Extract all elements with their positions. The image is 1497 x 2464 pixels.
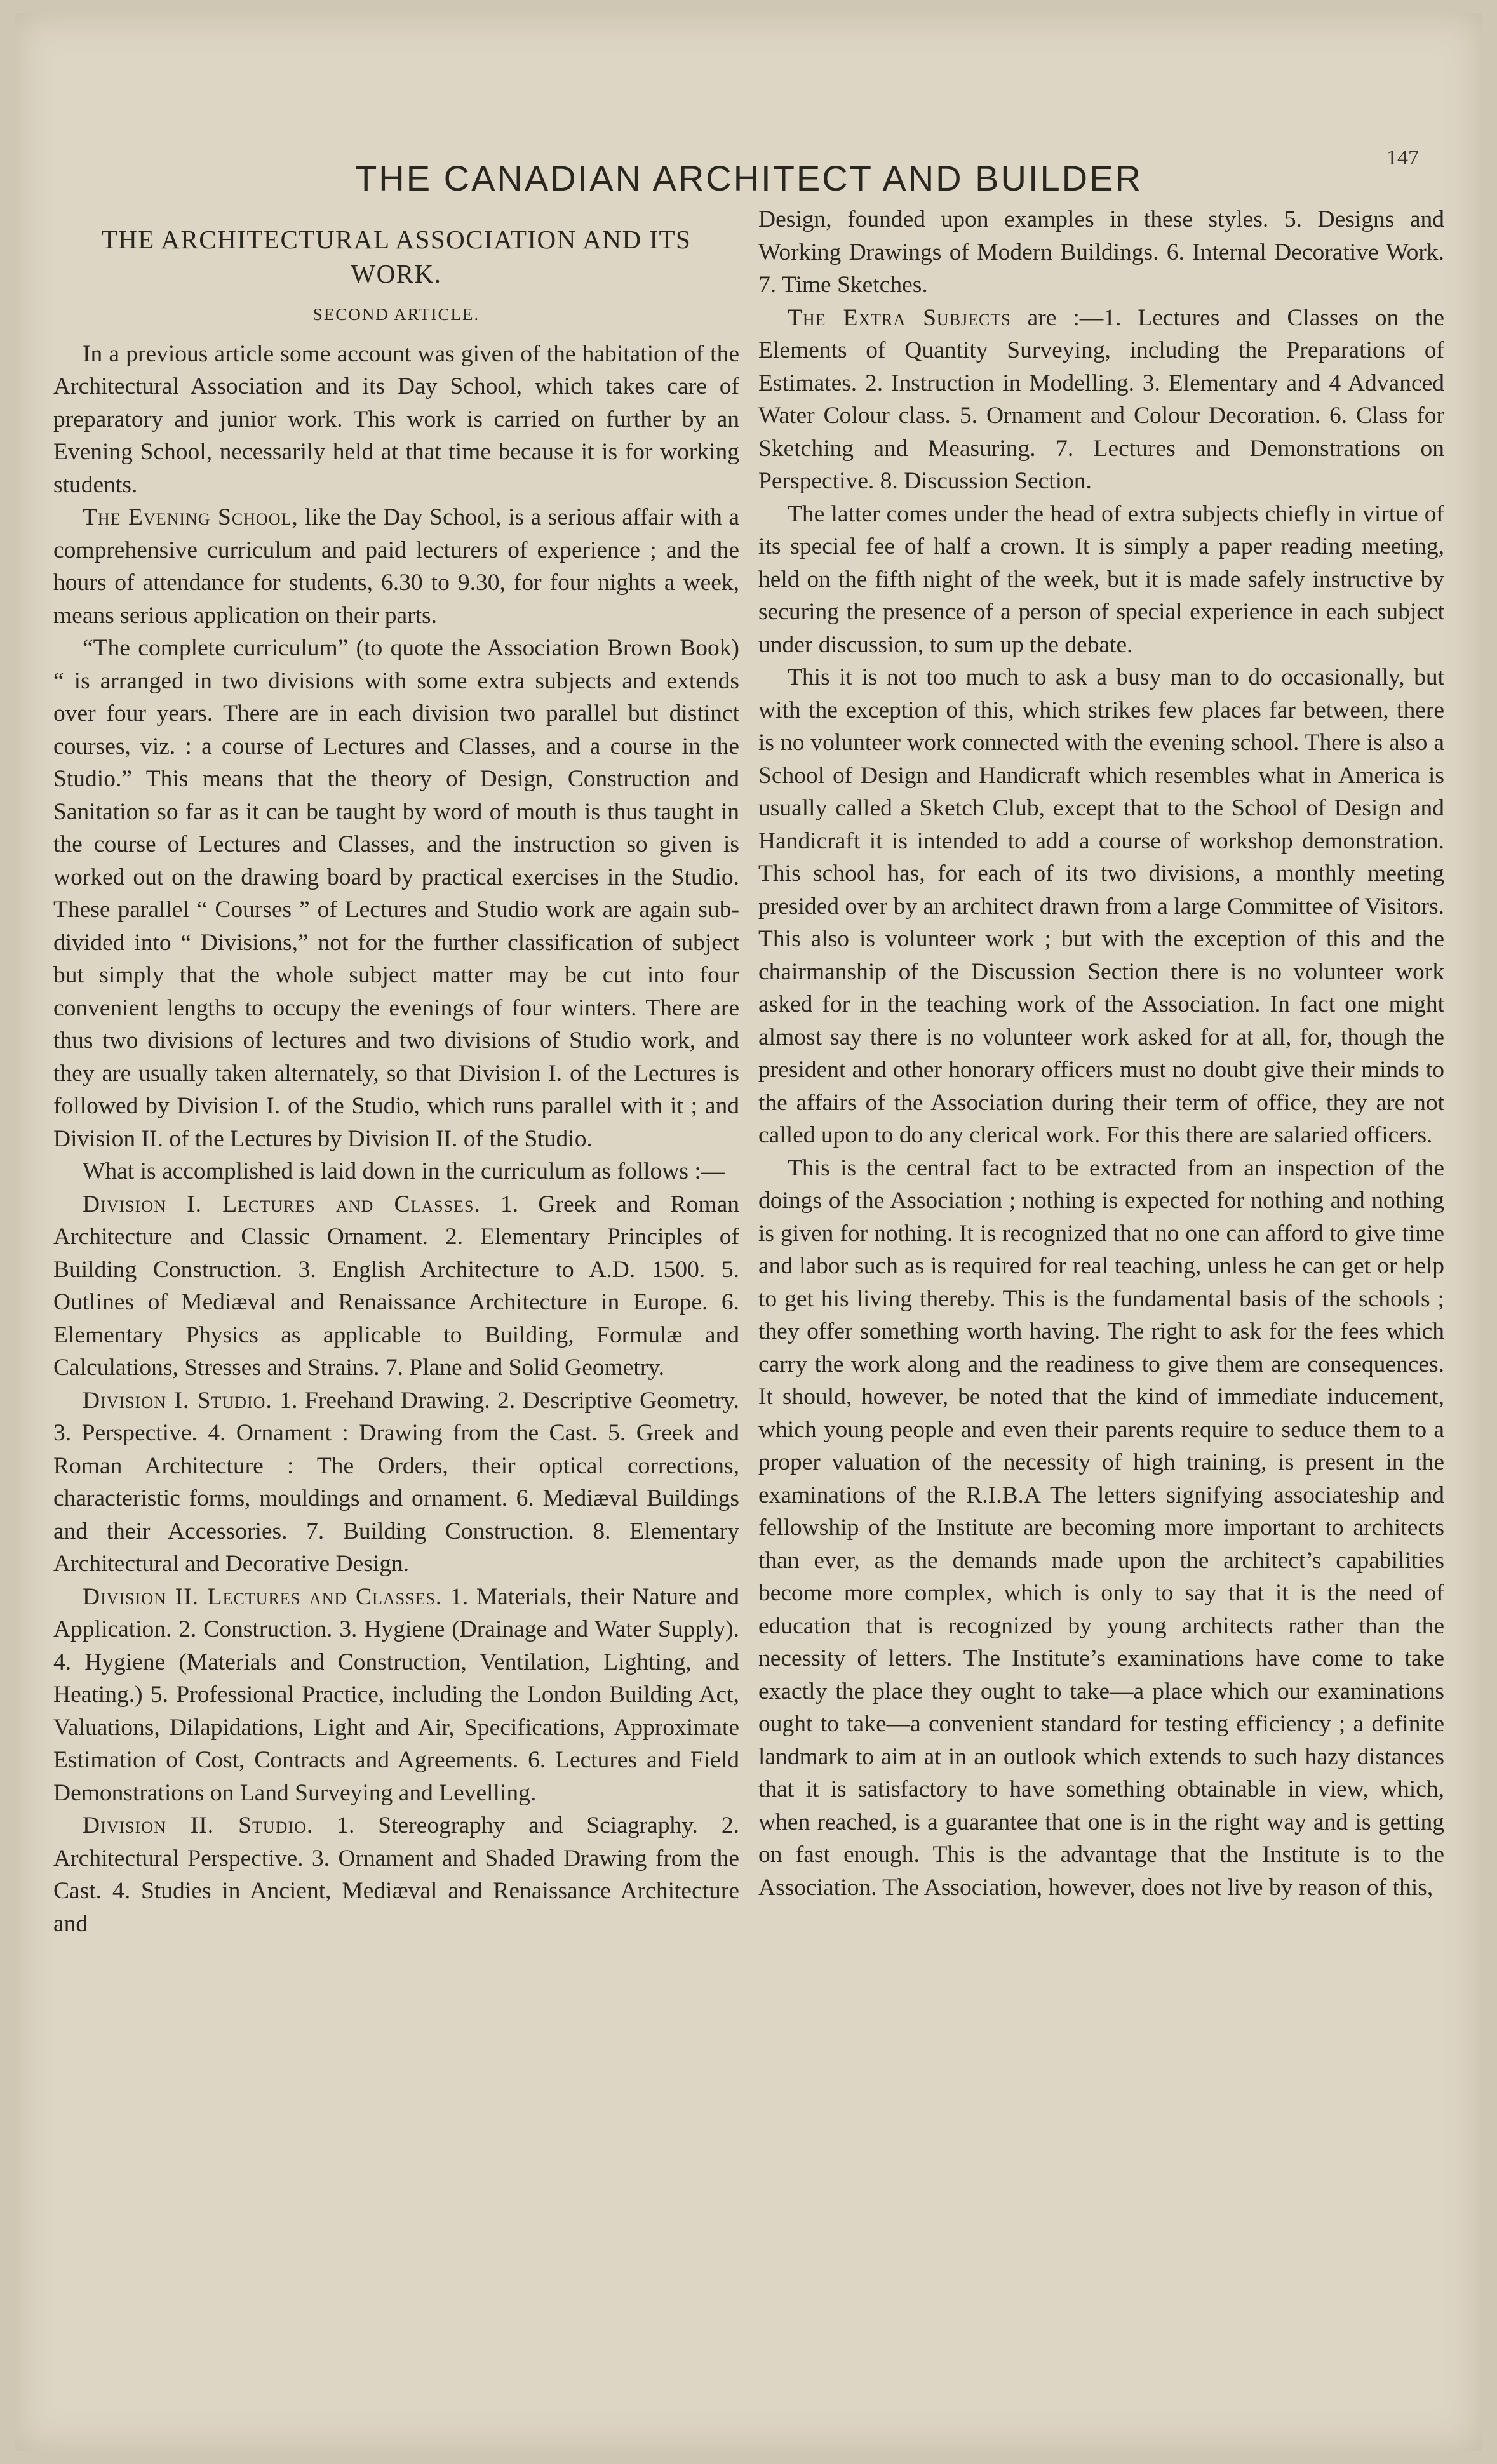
paragraph-text: Design, founded upon examples in these styles. 5. Designs and Working Drawings of Modern Buildings. 6. Internal Decorative Work. 7. Time Sketches.	[758, 206, 1444, 298]
journal-page	[15, 13, 1482, 2451]
paragraph	[53, 632, 739, 1155]
paragraph-text: 1. Greek and Roman Architecture and Classic Ornament. 2. Elementary Principles of Building Construction. 3. English Architecture to A.D. 1500. 5. Outlines of Mediæval and Renaissance Architecture in Europe. 6. Elementary Physics as applicable to Building, Formulæ and Calculations, Stresses and Strains. 7. Plane and Solid Geometry.	[53, 1191, 739, 1381]
right-column	[758, 203, 1444, 1904]
paragraph-text: 1. Materials, their Nature and Application. 2. Construction. 3. Hygiene (Drainage and Water Supply). 4. Hygiene (Materials and Construction, Ventilation, Lighting, and Heating.) 5. Professional Practice, including the London Building Act, Valuations, Dilapidations, Light and Air, Specifications, Approximate Estimation of Cost, Contracts and Agreements. 6. Lectures and Field Demonstrations on Land Surveying and Levelling.	[53, 1583, 739, 1806]
masthead: THE CANADIAN ARCHITECT AND BUILDER	[355, 158, 1143, 198]
paragraph	[53, 1581, 739, 1810]
paragraph-text: like the Day School, is a serious affair with a comprehensive curriculum and paid lecturers of experience ; and the hours of attendance for students, 6.30 to 9.30, for four nights a week, means serious application on their parts.	[53, 504, 740, 629]
paragraph	[53, 1384, 739, 1581]
paragraph-text: This is the central fact to be extracted from an inspection of the doings of the Association ; nothing is expected for nothing and nothing is given for nothing. It is recognized that no one can afford to give time and labor such as is required for real teaching, unless he can get or help to get his living thereby. This is the fundamental basis of the schools ; they offer something worth having. The right to ask for the fees which carry the work along and the readiness to give them are consequences. It should, however, be noted that the kind of immediate inducement, which young people and even their parents require to seduce them to a proper valuation of the necessity of high training, is present in the examinations of the R.I.B.A The letters signifying associateship and fellowship of the Institute are becoming more important to architects than ever, as the demands made upon the architect’s capabilities become more complex, which is only to say that it is the need of education that is recognized by young architects rather than the necessity of letters. The Institute’s examinations have come to take exactly the place they ought to take—a place which our examinations ought to take—a convenient standard for testing efficiency ; a definite landmark to aim at in an outlook which extends to such hazy distances that it is satisfactory to have something obtainable in view, which, when reached, is a guarantee that one is in the right way and is getting on fast enough. This is the advantage that the Institute is to the Association. The Association, however, does not live by reason of this,	[758, 1155, 1444, 1901]
paragraph	[53, 338, 739, 502]
paragraph-text: are :—1. Lectures and Classes on the Elements of Quantity Surveying, including the Preparations of Estimates. 2. Instruction in Modelling. 3. Elementary and 4 Advanced Water Colour class. 5. Ornament and Colour Decoration. 6. Class for Sketching and Measuring. 7. Lectures and Demonstrations on Perspective. 8. Discussion Section.	[758, 304, 1444, 494]
paragraph-text: “The complete curriculum” (to quote the Association Brown Book) “ is arranged in two divisions with some extra subjects and extends over four years. There are in each division two parallel but distinct courses, viz. : a course of Lectures and Classes, and a course in the Studio.” This means that the theory of Design, Construction and Sanitation so far as it can be taught by word of mouth is thus taught in the course of Lectures and Classes, and the instruction so given is worked out on the drawing board by practical exercises in the Studio. These parallel “ Courses ” of Lectures and Studio work are again sub-divided into “ Divisions,” not for the further classification of subject but simply that the whole subject matter may be cut into four convenient lengths to occupy the evenings of four winters. There are thus two divisions of lectures and two divisions of Studio work, and they are usually taken alternately, so that Division I. of the Lectures is followed by Division I. of the Studio, which runs parallel with it ; and Division II. of the Lectures by Division II. of the Studio.	[53, 635, 739, 1152]
paragraph-text: This it is not too much to ask a busy man to do occasionally, but with the exception of this, which strikes few places far between, there is no volunteer work connected with the evening school. There is also a School of Design and Handicraft which resembles what in America is usually called a Sketch Club, except that to the School of Design and Handicraft it is intended to add a course of workshop demonstration. This school has, for each of its two divisions, a monthly meeting presided over by an architect drawn from a large Committee of Visitors. This also is volunteer work ; but with the exception of this and the chairmanship of the Discussion Section there is no volunteer work asked for in the teaching work of the Association. In fact one might almost say there is no volunteer work asked for at all, for, though the president and other honorary officers must no doubt give their minds to the affairs of the Association during their term of office, they are not called upon to do any clerical work. For this there are salaried officers.	[758, 664, 1444, 1148]
right-paragraphs	[758, 203, 1444, 1904]
paragraph-lead: Division II. Lectures and Classes.	[83, 1583, 443, 1610]
left-paragraphs	[53, 338, 739, 1941]
paragraph-text: 1. Freehand Drawing. 2. Descriptive Geometry. 3. Perspective. 4. Ornament : Drawing from the Cast. 5. Greek and Roman Architecture : The Orders, their optical corrections, characteristic forms, mouldings and ornament. 6. Mediæval Buildings and their Accessories. 7. Building Construction. 8. Elementary Architectural and Decorative Design.	[53, 1387, 739, 1577]
paragraph	[758, 498, 1444, 662]
paragraph-lead: The Evening School,	[83, 504, 299, 530]
page-number: 147	[1386, 146, 1419, 170]
paragraph	[53, 1188, 739, 1384]
article-title: THE ARCHITECTURAL ASSOCIATION AND ITS WORK.	[101, 225, 692, 288]
paragraph	[758, 1152, 1444, 1905]
paragraph	[758, 661, 1444, 1152]
paragraph-lead: The Extra Subjects	[788, 304, 1011, 331]
paragraph-text: What is accomplished is laid down in the curriculum as follows :—	[83, 1158, 725, 1184]
paragraph	[758, 203, 1444, 302]
paragraph-text: The latter comes under the head of extra subjects chiefly in virtue of its special fee of half a crown. It is simply a paper reading meeting, held on the fifth night of the week, but it is made safely instructive by securing the presence of a person of special experience in each subject under discussion, to sum up the debate.	[758, 500, 1444, 658]
paragraph	[53, 1809, 739, 1940]
paragraph-lead: Division I. Lectures and Classes.	[83, 1191, 481, 1217]
left-column	[53, 222, 739, 1940]
paragraph-lead: Division II. Studio.	[83, 1812, 314, 1838]
paragraph-lead: Division I. Studio.	[83, 1387, 272, 1414]
paragraph	[53, 501, 739, 632]
paragraph-text: In a previous article some account was given of the habitation of the Architectural Association and its Day School, which takes care of preparatory and junior work. This work is carried on further by an Evening School, necessarily held at that time because it is for working students.	[53, 340, 739, 498]
article-subtitle: SECOND ARTICLE.	[312, 305, 480, 324]
paragraph	[53, 1155, 739, 1188]
paragraph	[758, 302, 1444, 498]
paragraph-text: 1. Stereography and Sciagraphy. 2. Architectural Perspective. 3. Ornament and Shaded Drawing from the Cast. 4. Studies in Ancient, Mediæval and Renaissance Architecture and	[53, 1812, 740, 1937]
